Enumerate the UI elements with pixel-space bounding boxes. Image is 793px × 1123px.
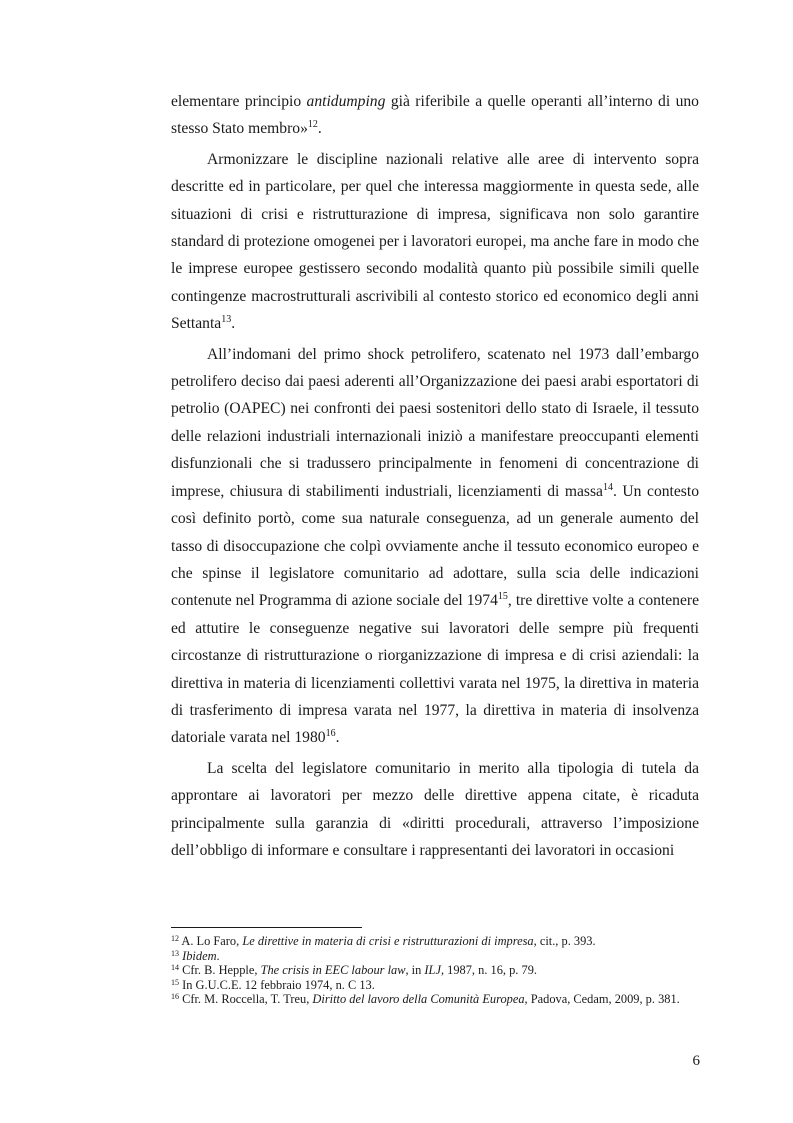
text-run: . [335,729,340,747]
footnote-ref-16[interactable]: 16 [325,728,336,740]
main-text [171,88,699,867]
text-run: All’indomani del primo shock petrolifero, scatenato nel 1973 dall’embargo petrolifero deciso dai paesi aderenti all’Organizzazione dei paesi arabi esportatori di petrolio (OAPEC) nei confronti dei paesi sostenitori dello stato di Israele, il tessuto delle relazioni industriali internazionali iniziò a manifestare preoccupanti elementi disfunzionali che si tradussero principalmente in fenomeni di concentrazione di imprese, chiusura di stabilimenti industriali, licenziamenti di massa [171,345,699,500]
paragraph-2 [171,146,699,338]
footnote-14 [171,963,699,978]
text-run: elementare principio [171,93,307,110]
paragraph-3 [171,341,699,752]
italic-title: The crisis in EEC labour law [260,963,406,978]
footnote-ref-12[interactable]: 12 [307,119,318,131]
italic-term: antidumping [306,93,386,110]
text-run: già riferibile a quelle operanti all’interno di uno stesso Stato membro» [171,93,699,138]
footnotes [171,927,699,1007]
footnote-number: 14 [171,963,179,973]
footnote-15 [171,978,699,993]
text-run: , tre direttive volte a contenere ed attutire le conseguenze negative sui lavoratori delle sempre più frequenti circostanze di ristrutturazione o riorganizzazione di impresa e di crisi aziendali: la direttiva in materia di licenziamenti collettivi varata nel 1975, la direttiva in materia di trasferimento di impresa varata nel 1977, la direttiva in materia di insolvenza datoriale varata nel 1980 [171,592,700,747]
footnote-13 [171,949,699,964]
italic-title: Ibidem [182,948,217,963]
text-run: A. Lo Faro, [179,934,243,948]
text-run: Armonizzare le discipline nazionali relative alle aree di intervento sopra descritte ed in particolare, per quel che interessa maggiormente in questa sede, alle situazioni di crisi e ristrutturazione di impresa, significava non solo garantire standard di protezione omogenei per i lavoratori europei, ma anche fare in modo che le imprese europee gestissero secondo modalità quanto più possibile simili quelle contingenze macrostrutturali ascrivibili al contesto storico ed economico degli anni Settanta [171,150,699,333]
paragraph-1 [171,88,699,143]
text-run: , in [405,963,425,978]
paragraph-4 [171,755,699,865]
footnote-ref-13[interactable]: 13 [221,314,232,326]
footnote-ref-14[interactable]: 14 [602,481,613,493]
text-run: La scelta del legislatore comunitario in merito alla tipologia di tutela da approntare ai lavoratori per mezzo delle direttive appena citate, è ricaduta principalmente sulla garanzia di «diritti procedurali, attraverso l’imposizione dell’obbligo di informare e consultare i rappresentanti dei lavoratori in occasioni [171,759,699,859]
italic-journal: ILJ [424,963,441,978]
footnote-number: 15 [171,977,179,987]
footnote-16 [171,992,699,1007]
footnote-number: 12 [171,934,179,943]
footnote-12 [171,934,699,949]
text-run: Cfr. B. Hepple, [179,963,261,978]
text-run: , cit., p. 393. [533,934,596,948]
italic-title: Le direttive in materia di crisi e ristrutturazioni di impresa [242,934,534,948]
footnote-separator [171,927,362,928]
footnote-ref-15[interactable]: 15 [497,591,508,603]
footnote-number: 13 [171,948,179,958]
text-run: . [231,315,236,333]
text-run: , 1987, n. 16, p. 79. [440,963,537,978]
text-run: Cfr. M. Roccella, T. Treu, [179,992,313,1007]
text-run: . Un contesto così definito portò, come sua naturale conseguenza, ad un generale aumento del tasso di disoccupazione che colpì ovviamente anche il tessuto economico europeo e che spinse il legislatore comunitario ad adottare, sulla scia delle indicazioni contenute nel Programma di azione sociale del 1974 [171,482,699,610]
text-run: . [317,120,322,138]
italic-title: Diritto del lavoro della Comunità Europea [312,992,525,1007]
page-number: 6 [692,1053,700,1069]
text-run: , Padova, Cedam, 2009, p. 381. [524,992,680,1007]
footnote-number: 16 [171,992,179,1002]
text-run: In G.U.C.E. 12 febbraio 1974, n. C 13. [179,977,375,992]
text-run: . [216,948,220,963]
